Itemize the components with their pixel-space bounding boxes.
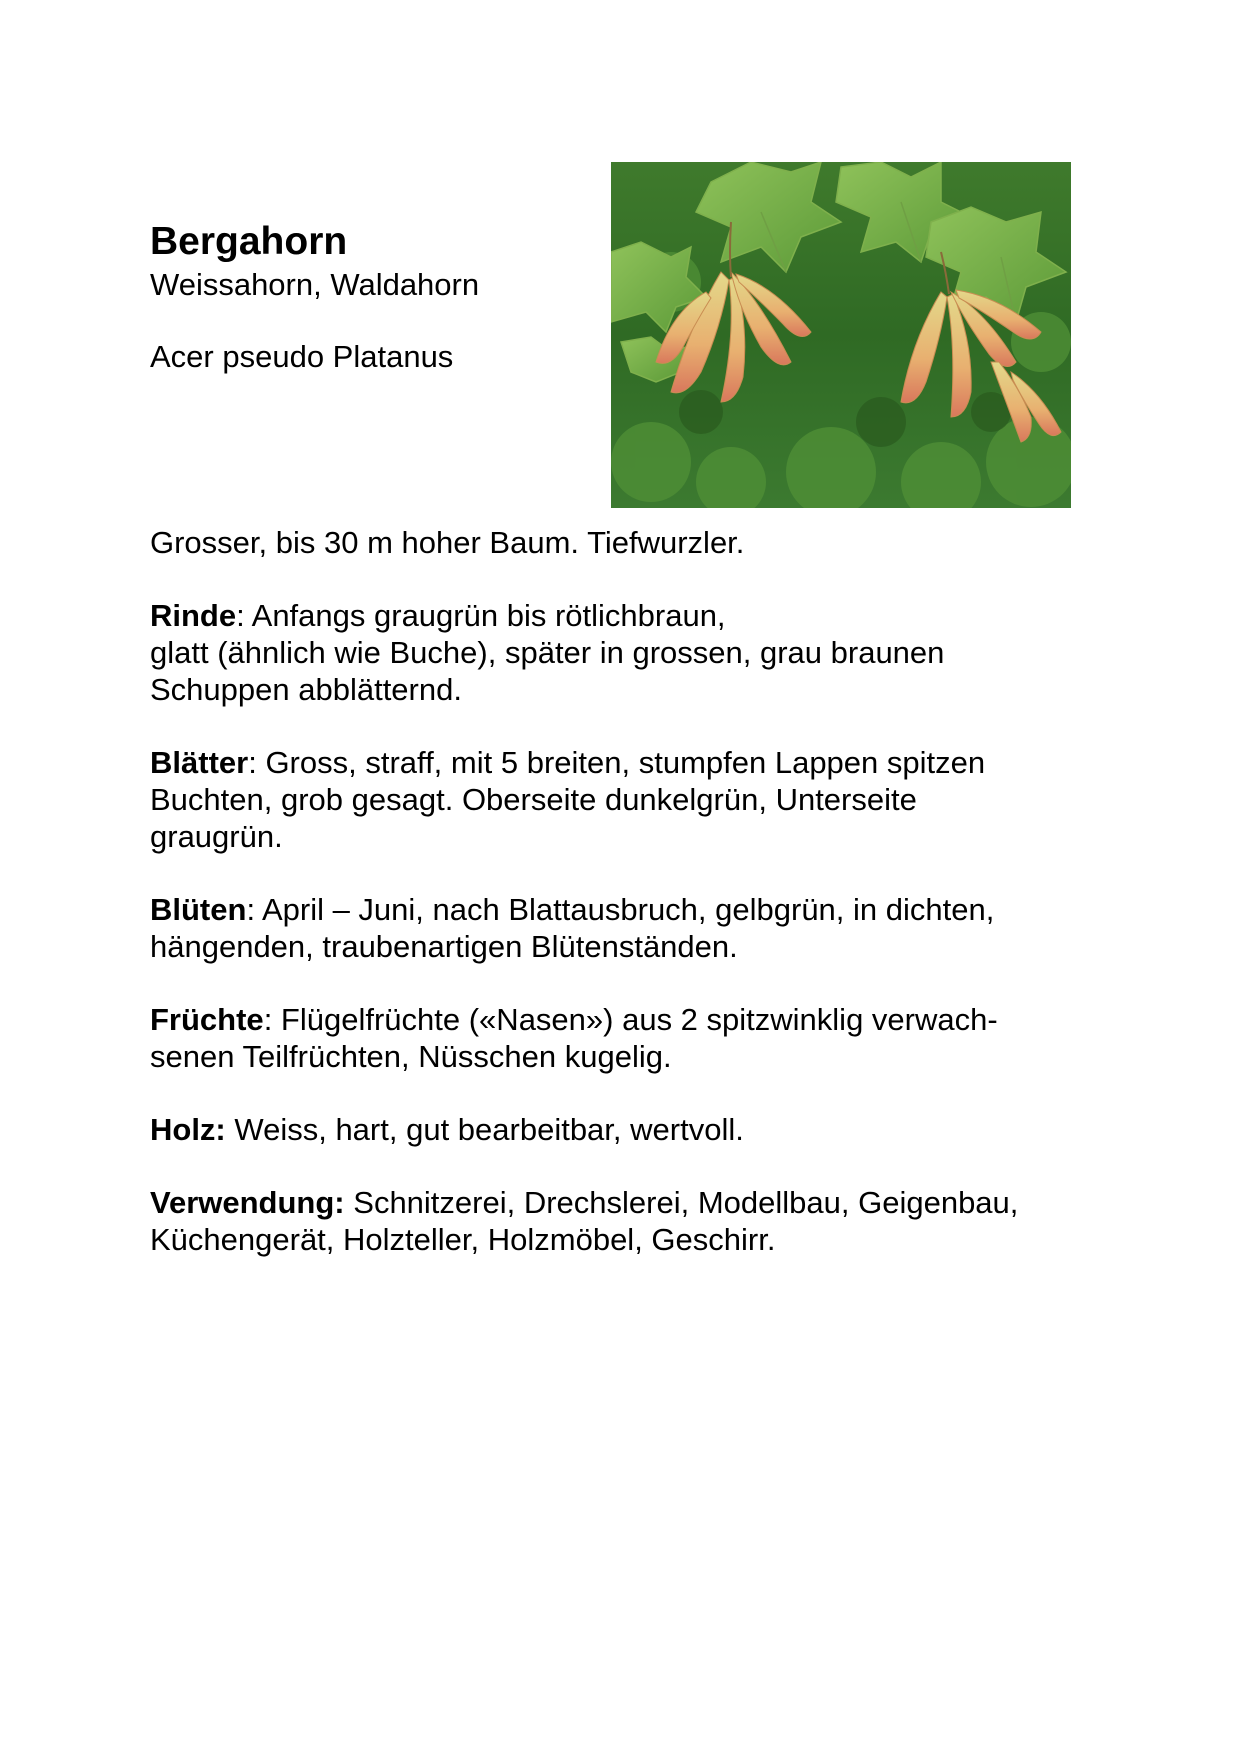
section-line: senen Teilfrüchten, Nüsschen kugelig. — [150, 1039, 672, 1074]
page-title: Bergahorn — [150, 220, 348, 263]
section-separator: : — [246, 892, 262, 927]
section-line — [150, 1184, 1110, 1221]
section-line: Buchten, grob gesagt. Oberseite dunkelgrün, Unterseite — [150, 782, 917, 817]
section-line: Schuppen abblätternd. — [150, 672, 462, 707]
section-line: hängenden, traubenartigen Blütenständen. — [150, 929, 738, 964]
section-line — [150, 891, 1110, 928]
section-text: April – Juni, nach Blattausbruch, gelbgrün, in dichten, — [261, 892, 995, 927]
common-names: Weissahorn, Waldahorn — [150, 267, 480, 302]
section-verwendung — [150, 1184, 1110, 1258]
section-holz — [150, 1111, 1110, 1148]
section-line — [150, 1111, 1110, 1148]
section-text: Weiss, hart, gut bearbeitbar, wertvoll. — [234, 1112, 744, 1147]
section-text: Flügelfrüchte («Nasen») aus 2 spitzwinklig verwach- — [280, 1002, 998, 1037]
section-separator: : — [236, 598, 252, 633]
section-term: Rinde — [150, 598, 237, 633]
section-rinde — [150, 597, 1110, 708]
section-term: Blätter — [150, 745, 249, 780]
maple-seeds-photo — [611, 162, 1071, 508]
section-separator: : — [248, 745, 266, 780]
section-text: Gross, straff, mit 5 breiten, stumpfen Lappen spitzen — [265, 745, 986, 780]
section-separator — [345, 1185, 354, 1220]
section-line — [150, 597, 1110, 634]
section-line — [150, 744, 1110, 781]
header-block — [150, 218, 590, 376]
section-term: Holz: — [150, 1112, 226, 1147]
latin-name: Acer pseudo Platanus — [150, 339, 454, 374]
section-line: graugrün. — [150, 819, 283, 854]
section-term: Blüten — [150, 892, 247, 927]
section-line — [150, 1001, 1110, 1038]
intro-line: Grosser, bis 30 m hoher Baum. Tiefwurzler. — [150, 525, 745, 560]
section-line: glatt (ähnlich wie Buche), später in grossen, grau braunen — [150, 635, 945, 670]
section-term: Früchte — [150, 1002, 264, 1037]
intro-paragraph — [150, 524, 1110, 561]
section-fruechte — [150, 1001, 1110, 1075]
description-body — [150, 524, 1110, 1294]
section-term: Verwendung: — [150, 1185, 345, 1220]
section-blueten — [150, 891, 1110, 965]
section-separator: : — [263, 1002, 281, 1037]
section-blaetter — [150, 744, 1110, 855]
section-line: Küchengerät, Holzteller, Holzmöbel, Geschirr. — [150, 1222, 776, 1257]
section-text: Anfangs graugrün bis rötlichbraun, — [251, 598, 726, 633]
section-text: Schnitzerei, Drechslerei, Modellbau, Geigenbau, — [353, 1185, 1019, 1220]
